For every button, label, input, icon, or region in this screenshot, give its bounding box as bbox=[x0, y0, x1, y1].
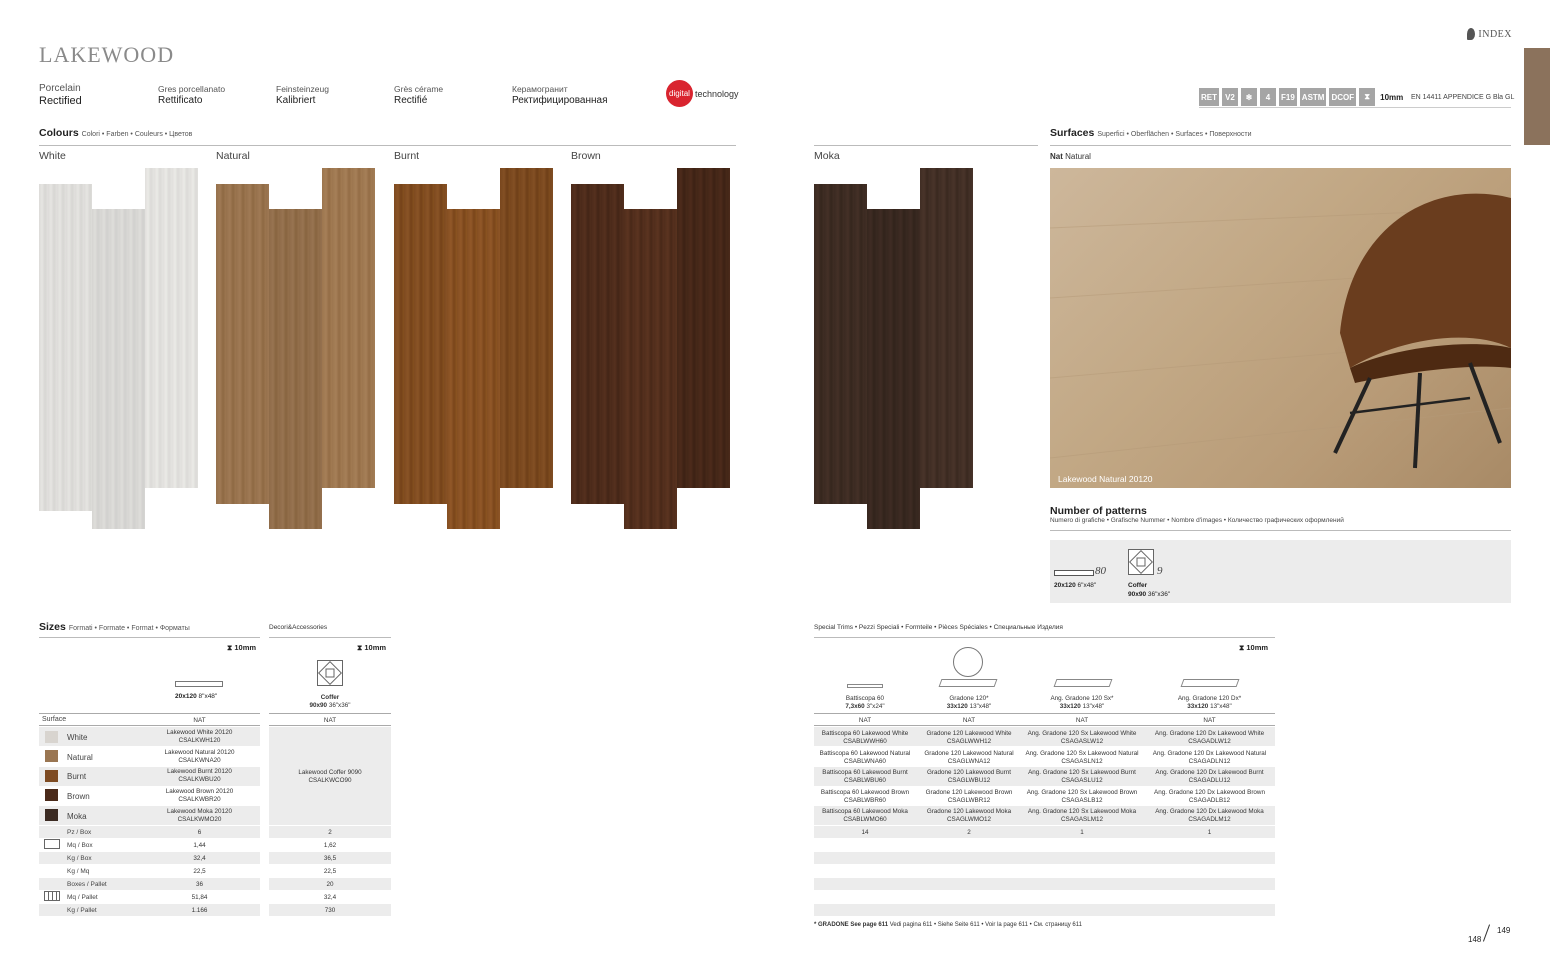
swatch-moka bbox=[45, 809, 58, 821]
lang-de: Feinsteinzeug Kalibriert bbox=[276, 84, 329, 106]
pack-value: 22,5 bbox=[323, 868, 337, 875]
index-label: INDEX bbox=[1478, 28, 1512, 40]
surface-nat-label: Nat Natural bbox=[1050, 152, 1091, 161]
nat-label: NAT bbox=[962, 717, 976, 724]
row-color-label: Burnt bbox=[67, 772, 87, 781]
lang-it: Gres porcellanato Rettificato bbox=[158, 84, 226, 106]
thickness-label: ⧗ 10mm bbox=[1239, 643, 1269, 652]
pattern-name: Coffer bbox=[1128, 582, 1148, 589]
astm-icon: ASTM bbox=[1300, 88, 1327, 106]
divider bbox=[269, 637, 391, 638]
trim-cell: Gradone 120 Lakewood Moka CSAGLWMO12 bbox=[926, 808, 1012, 823]
tile-brown-plank bbox=[571, 184, 624, 504]
page-number-right: 149 bbox=[1497, 926, 1511, 935]
divider bbox=[1050, 530, 1511, 531]
step-corner-icon bbox=[1181, 679, 1240, 687]
divider bbox=[1199, 107, 1511, 108]
table-row bbox=[814, 852, 1275, 864]
pack-label: Mq / Pallet bbox=[67, 894, 98, 901]
divider bbox=[269, 725, 391, 726]
sizes-heading: Sizes Formati • Formate • Format • Форматы bbox=[39, 621, 190, 633]
chair-illustration bbox=[1050, 168, 1511, 488]
divider bbox=[814, 637, 1275, 638]
trim-cell: Battiscopa 60 Lakewood Moka CSABLWMO60 bbox=[822, 808, 908, 823]
thickness-label: ⧗ 10mm bbox=[357, 643, 387, 652]
pack-value: 36,5 bbox=[323, 855, 337, 862]
divider bbox=[269, 713, 391, 714]
pack-label: Boxes / Pallet bbox=[67, 881, 107, 888]
table-row bbox=[814, 904, 1275, 916]
pallet-icon bbox=[44, 891, 60, 901]
coffer-product-cell: Lakewood Coffer 9090 CSALKWCO90 bbox=[298, 769, 362, 784]
colour-name-burnt: Burnt bbox=[394, 150, 420, 162]
divider bbox=[39, 713, 260, 714]
trim-cell: Ang. Gradone 120 Dx Lakewood White CSAGADLW12 bbox=[1154, 730, 1265, 745]
row-color-label: White bbox=[67, 733, 88, 742]
tile-burnt-plank bbox=[394, 184, 447, 504]
pack-value: 2 bbox=[328, 829, 332, 836]
tile-brown-plank bbox=[677, 168, 730, 488]
divider bbox=[1050, 145, 1511, 146]
pack-value: 22,5 bbox=[193, 868, 206, 875]
pack-value: 730 bbox=[324, 907, 336, 914]
pack-value: 32,4 bbox=[193, 855, 206, 862]
divider bbox=[814, 725, 1275, 726]
ret-icon: RET bbox=[1199, 88, 1219, 106]
surface-label: Surface bbox=[42, 716, 67, 723]
leaf-icon bbox=[1467, 28, 1475, 40]
plank-size-icon bbox=[1054, 570, 1094, 576]
trim-cell: Gradone 120 Lakewood White CSAGLWWH12 bbox=[926, 730, 1012, 745]
dcof-icon: DCOF bbox=[1329, 88, 1356, 106]
pack-value: 32,4 bbox=[323, 894, 337, 901]
divider bbox=[39, 637, 260, 638]
nat-label: NAT bbox=[1203, 717, 1216, 724]
nat-label: NAT bbox=[858, 717, 872, 724]
thickness-label: ⧗ 10mm bbox=[227, 643, 257, 652]
trim-cell: Battiscopa 60 Lakewood Natural CSABLWNA60 bbox=[819, 750, 911, 765]
tile-moka-plank bbox=[814, 184, 867, 504]
trim-cell: Ang. Gradone 120 Sx Lakewood Natural CSAGASLN12 bbox=[1025, 750, 1139, 765]
tile-brown-plank bbox=[624, 209, 677, 529]
row-color-label: Natural bbox=[67, 753, 93, 762]
trim-cell: Battiscopa 60 Lakewood Brown CSABLWBR60 bbox=[820, 789, 910, 804]
trim-cell: Ang. Gradone 120 Sx Lakewood Brown CSAGASLB12 bbox=[1026, 789, 1138, 804]
pattern-size: 20x120 6"x48" bbox=[1054, 582, 1097, 589]
decor-heading: Decori&Accessories bbox=[269, 624, 328, 631]
trim-header: Ang. Gradone 120 Sx* 33x120 13"x48" bbox=[1050, 695, 1114, 710]
size-main: 20x120 8"x48" bbox=[175, 693, 218, 700]
nat-label: NAT bbox=[323, 717, 337, 724]
product-cell: Lakewood Brown 20120 CSALKWBR20 bbox=[165, 788, 234, 803]
digital-technology-logo bbox=[666, 80, 739, 107]
index-link[interactable] bbox=[1467, 28, 1512, 40]
tile-burnt-plank bbox=[447, 209, 500, 529]
pack-value: 51,84 bbox=[191, 894, 208, 901]
trim-header: Ang. Gradone 120 Dx* 33x120 13"x48" bbox=[1177, 695, 1242, 710]
pack-value: 1.166 bbox=[191, 907, 208, 914]
digital-badge: digital bbox=[666, 80, 693, 107]
patterns-box bbox=[1050, 540, 1511, 603]
coffer-name: Coffer bbox=[320, 694, 340, 701]
product-cell: Lakewood Natural 20120 CSALKWNA20 bbox=[164, 749, 235, 764]
step-corner-icon bbox=[1054, 679, 1113, 687]
trim-cell: Battiscopa 60 Lakewood White CSABLWWH60 bbox=[821, 730, 909, 745]
trim-cell: Ang. Gradone 120 Dx Lakewood Brown CSAGADLB12 bbox=[1154, 789, 1265, 804]
tile-moka-plank bbox=[920, 168, 973, 488]
trim-cell: Gradone 120 Lakewood Brown CSAGLWBR12 bbox=[925, 789, 1013, 804]
trim-cell: Ang. Gradone 120 Dx Lakewood Natural CSAGADLN12 bbox=[1152, 750, 1267, 765]
pack-label: Kg / Box bbox=[67, 855, 92, 862]
product-cell: Lakewood Burnt 20120 CSALKWBU20 bbox=[167, 768, 232, 783]
swatch-burnt bbox=[45, 770, 58, 782]
divider bbox=[814, 713, 1275, 714]
divider bbox=[39, 145, 736, 146]
lang-fr: Grès cérame Rectifié bbox=[394, 84, 444, 106]
trim-cell: Gradone 120 Lakewood Natural CSAGLWNA12 bbox=[924, 750, 1014, 765]
pack-value: 20 bbox=[326, 881, 334, 888]
trim-cell: Gradone 120 Lakewood Burnt CSAGLWBU12 bbox=[926, 769, 1012, 784]
swatch-brown bbox=[45, 789, 58, 801]
patterns-heading: Number of patterns bbox=[1050, 505, 1147, 517]
pack-label: Mq / Box bbox=[67, 842, 93, 849]
pack-label: Kg / Mq bbox=[67, 868, 90, 875]
row-color-label: Moka bbox=[67, 812, 87, 821]
row-color-label: Brown bbox=[67, 792, 90, 801]
pattern-count: 80 bbox=[1095, 565, 1106, 577]
page-separator bbox=[1483, 924, 1490, 941]
photo-caption: Lakewood Natural 20120 bbox=[1058, 474, 1153, 484]
pack-value: 36 bbox=[195, 881, 203, 888]
pack-value: 1,62 bbox=[323, 842, 337, 849]
trim-header: Gradone 120* 33x120 13"x48" bbox=[946, 695, 992, 710]
step-icon bbox=[939, 679, 998, 687]
tile-moka-plank bbox=[867, 209, 920, 529]
divider bbox=[814, 145, 1038, 146]
skirting-icon bbox=[847, 684, 883, 688]
tile-natural-plank bbox=[269, 209, 322, 529]
pattern-count: 9 bbox=[1157, 565, 1163, 577]
trim-pz: 2 bbox=[967, 829, 971, 836]
pattern-size: 90x90 36"x36" bbox=[1128, 591, 1171, 598]
trim-pz: 1 bbox=[1207, 829, 1212, 836]
patterns-subtitle: Numero di grafiche • Grafische Nummer • Nombre d'images • Количество графических оформлений bbox=[1050, 517, 1344, 524]
nat-label: NAT bbox=[193, 717, 206, 724]
lang-en: Porcelain Rectified bbox=[39, 83, 82, 107]
coffer-icon bbox=[1128, 549, 1154, 575]
colour-name-white: White bbox=[39, 150, 66, 162]
coffer-icon bbox=[317, 660, 343, 686]
ambience-photo bbox=[1050, 168, 1511, 488]
footnote: * GRADONE See page 611 Vedi pagina 611 • Siehe Seite 611 • Voir la page 611 • См. страницу 611 bbox=[814, 922, 1082, 928]
technology-label: technology bbox=[695, 88, 739, 99]
cert-icons bbox=[1199, 88, 1403, 106]
page-title: LAKEWOOD bbox=[39, 42, 175, 67]
trim-cell: Ang. Gradone 120 Dx Lakewood Burnt CSAGADLU12 bbox=[1155, 769, 1264, 784]
trim-header: Battiscopa 60 7,3x60 3"x24" bbox=[845, 695, 885, 710]
trim-cell: Ang. Gradone 120 Sx Lakewood White CSAGASLW12 bbox=[1027, 730, 1137, 745]
plank-size-icon bbox=[175, 681, 223, 687]
coffer-size: 90x90 36"x36" bbox=[309, 702, 351, 709]
colour-name-brown: Brown bbox=[571, 150, 601, 162]
colour-name-natural: Natural bbox=[216, 150, 250, 162]
table-row bbox=[814, 878, 1275, 890]
trim-pz: 14 bbox=[861, 829, 869, 836]
pack-value: 1,44 bbox=[193, 842, 206, 849]
product-cell: Lakewood Moka 20120 CSALKWMO20 bbox=[166, 808, 233, 823]
swatch-white bbox=[45, 731, 58, 743]
v2-icon: V2 bbox=[1222, 88, 1238, 106]
pack-label: Pz / Box bbox=[67, 829, 92, 836]
tile-burnt-plank bbox=[500, 168, 553, 488]
surfaces-heading: Surfaces Superfici • Oberflächen • Surfaces • Поверхности bbox=[1050, 127, 1252, 139]
thickness-value: 10mm bbox=[1380, 92, 1404, 102]
stair-detail-icon bbox=[953, 647, 983, 677]
swatch-natural bbox=[45, 750, 58, 762]
thickness-icon: ⧗ bbox=[1359, 88, 1375, 106]
section-tab[interactable] bbox=[1524, 48, 1550, 145]
tile-natural-plank bbox=[322, 168, 375, 488]
tile-white-plank bbox=[92, 209, 145, 529]
box-icon bbox=[44, 839, 60, 849]
trims-heading: Special Trims • Pezzi Speciali • Formteile • Pièces Spéciales • Специальные Изделия bbox=[814, 624, 1063, 631]
class-4-icon: 4 bbox=[1260, 88, 1276, 106]
norm-label: EN 14411 APPENDICE G Bla GL bbox=[1411, 94, 1515, 101]
colour-name-moka: Moka bbox=[814, 150, 840, 162]
page-number-left: 148 bbox=[1468, 935, 1482, 944]
trim-cell: Battiscopa 60 Lakewood Burnt CSABLWBU60 bbox=[822, 769, 908, 784]
frost-icon: ❄ bbox=[1241, 88, 1257, 106]
colours-heading: Colours Colori • Farben • Couleurs • Цветов bbox=[39, 127, 193, 139]
tile-white-plank bbox=[39, 184, 92, 511]
trim-cell: Ang. Gradone 120 Sx Lakewood Moka CSAGASLM12 bbox=[1027, 808, 1137, 823]
nat-label: NAT bbox=[1075, 717, 1089, 724]
tile-natural-plank bbox=[216, 184, 269, 504]
pack-value: 6 bbox=[197, 829, 202, 836]
trim-cell: Ang. Gradone 120 Dx Lakewood Moka CSAGADLM12 bbox=[1155, 808, 1264, 823]
pack-label: Kg / Pallet bbox=[67, 907, 97, 914]
tile-white-plank bbox=[145, 168, 198, 488]
trim-pz: 1 bbox=[1080, 829, 1084, 836]
lang-ru: Керамогранит Ректифицированная bbox=[512, 84, 608, 106]
r9-icon: F19 bbox=[1279, 88, 1297, 106]
trim-cell: Ang. Gradone 120 Sx Lakewood Burnt CSAGASLU12 bbox=[1028, 769, 1136, 784]
divider bbox=[39, 725, 260, 726]
product-cell: Lakewood White 20120 CSALKWH120 bbox=[166, 729, 233, 744]
